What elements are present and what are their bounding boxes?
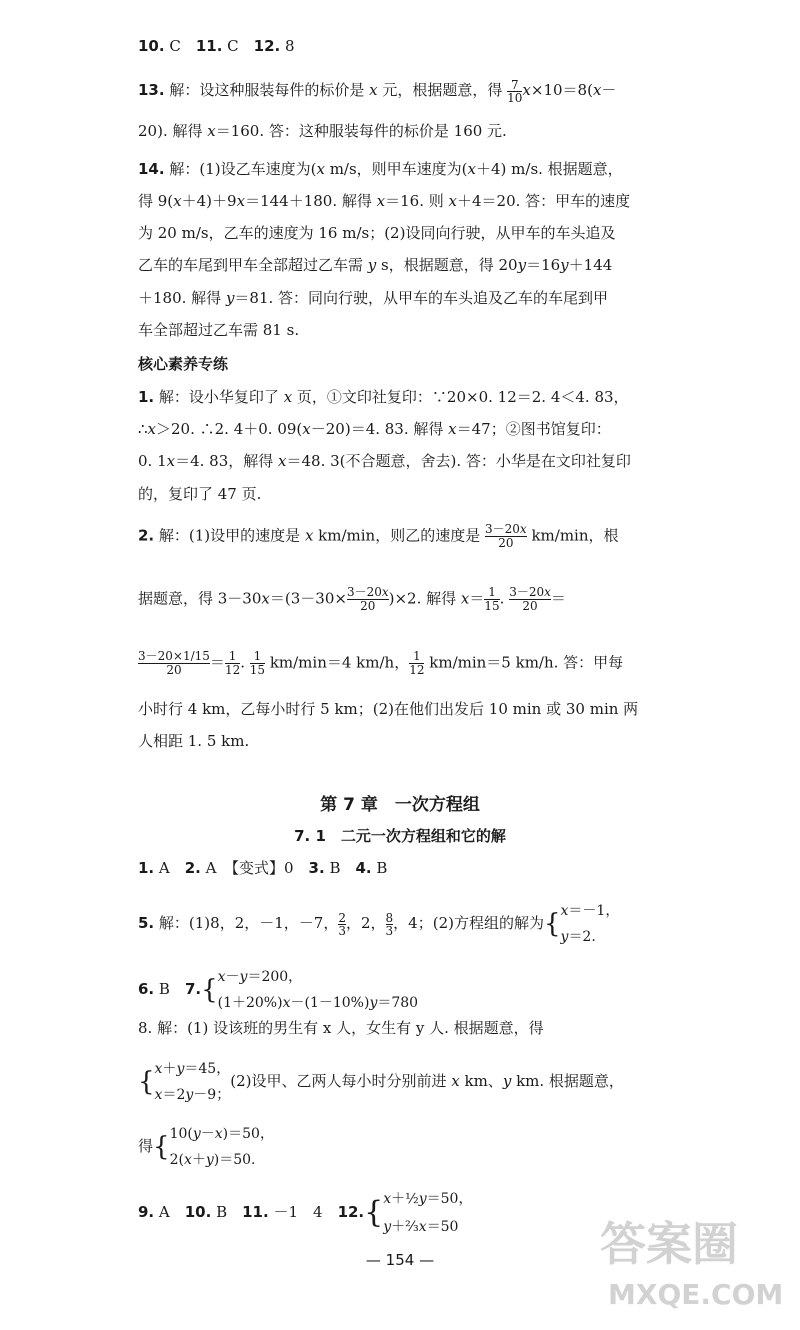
answer-line: 10. C 11. C 12. 8 (138, 37, 295, 55)
section-title: 7. 1 二元一次方程组和它的解 (294, 827, 506, 845)
answer-line: 0. 1x＝4. 83，解得 x＝48. 3(不合题意，舍去). 答：小华是在文印社复印 (138, 452, 631, 470)
answer-line: 1. 解：设小华复印了 x 页，①文印社复印：∵20×0. 12＝2. 4＜4. 83， (138, 388, 629, 406)
answer-line: 5. 解：(1)8，2，－1，－7，2 3 ，2，8 3 ，4；(2)方程组的解为{x＝－1， y＝2. (138, 903, 620, 945)
watermark-icon (590, 1208, 790, 1318)
answer-line: 得{10(y－x)＝50， 2(x＋y)＝50. (138, 1126, 274, 1168)
answer-line-14: 14. 解：(1)设乙车速度为(x m/s，则甲车速度为(x＋4) m/s. 根据题意， (138, 160, 623, 178)
answer-line: 1. A 2. A 【变式】0 3. B 4. B (138, 859, 388, 877)
svg-text:MXQE.COM: MXQE.COM (608, 1278, 784, 1311)
page-number: — 154 — (365, 1251, 435, 1269)
answer-line: ∴x＞20. ∴2. 4＋0. 09(x－20)＝4. 83. 解得 x＝47；②图书馆复印： (138, 420, 611, 438)
answer-line: 据题意，得 3－30x＝(3－30×3－20x 20 )×2. 解得 x＝ 1 15 . 3－20x 20 ＝ (138, 585, 566, 613)
answer-line: 6. B 7.{x－y＝200， (1＋20%)x－(1－10%)y＝780 (138, 969, 419, 1011)
answer-line: 小时行 4 km，乙每小时行 5 km；(2)在他们出发后 10 min 或 30 min 两 (138, 700, 639, 718)
answer-line: ＋180. 解得 y＝81. 答：同向行驶，从甲车的车头追及乙车的车尾到甲 (138, 289, 609, 307)
answer-line: 人相距 1. 5 km. (138, 732, 250, 750)
chapter-title: 第 7 章 一次方程组 (320, 795, 480, 815)
watermark-logo (590, 1208, 790, 1318)
answer-line: 3－20×1/15 20 ＝ 1 12 . 1 15 km/min＝4 km/h， 1 12 km/min＝5 km/h. 答：甲每 (138, 649, 624, 677)
svg-text:答案圈: 答案圈 (600, 1217, 738, 1271)
answer-line: 得 9(x＋4)＋9x＝144＋180. 解得 x＝16. 则 x＋4＝20. 答：甲车的速度 (138, 192, 631, 210)
answer-line: {x＋y＝45， x＝2y－9；(2)设甲、乙两人每小时分别前进 x km、y km. 根据题意， (138, 1061, 624, 1103)
answer-line: 乙车的车尾到甲车全部超过乙车需 y s，根据题意，得 20y＝16y＋144 (138, 256, 613, 274)
answer-line: 为 20 m/s，乙车的速度为 16 m/s；(2)设同向行驶，从甲车的车头追及 (138, 224, 616, 242)
answer-line: 的，复印了 47 页. (138, 485, 262, 503)
answer-line-13: 13. 解：设这种服装每件的标价是 x 元，根据题意，得 7 10 x×10＝8(x－ (138, 77, 617, 105)
section-heading: 核心素养专练 (138, 355, 229, 373)
answer-line: 车全部超过乙车需 81 s. (138, 321, 300, 339)
answer-line: 2. 解：(1)设甲的速度是 x km/min，则乙的速度是 3－20x 20 km/min，根 (138, 522, 619, 550)
answer-line: 8. 解：(1) 设该班的男生有 x 人，女生有 y 人. 根据题意，得 (138, 1019, 544, 1037)
answer-line: 20). 解得 x＝160. 答：这种服装每件的标价是 160 元. (138, 122, 507, 140)
answer-line: 9. A 10. B 11. －1 4 12.{x＋½y＝50， y＋⅔x＝50 (138, 1191, 473, 1235)
